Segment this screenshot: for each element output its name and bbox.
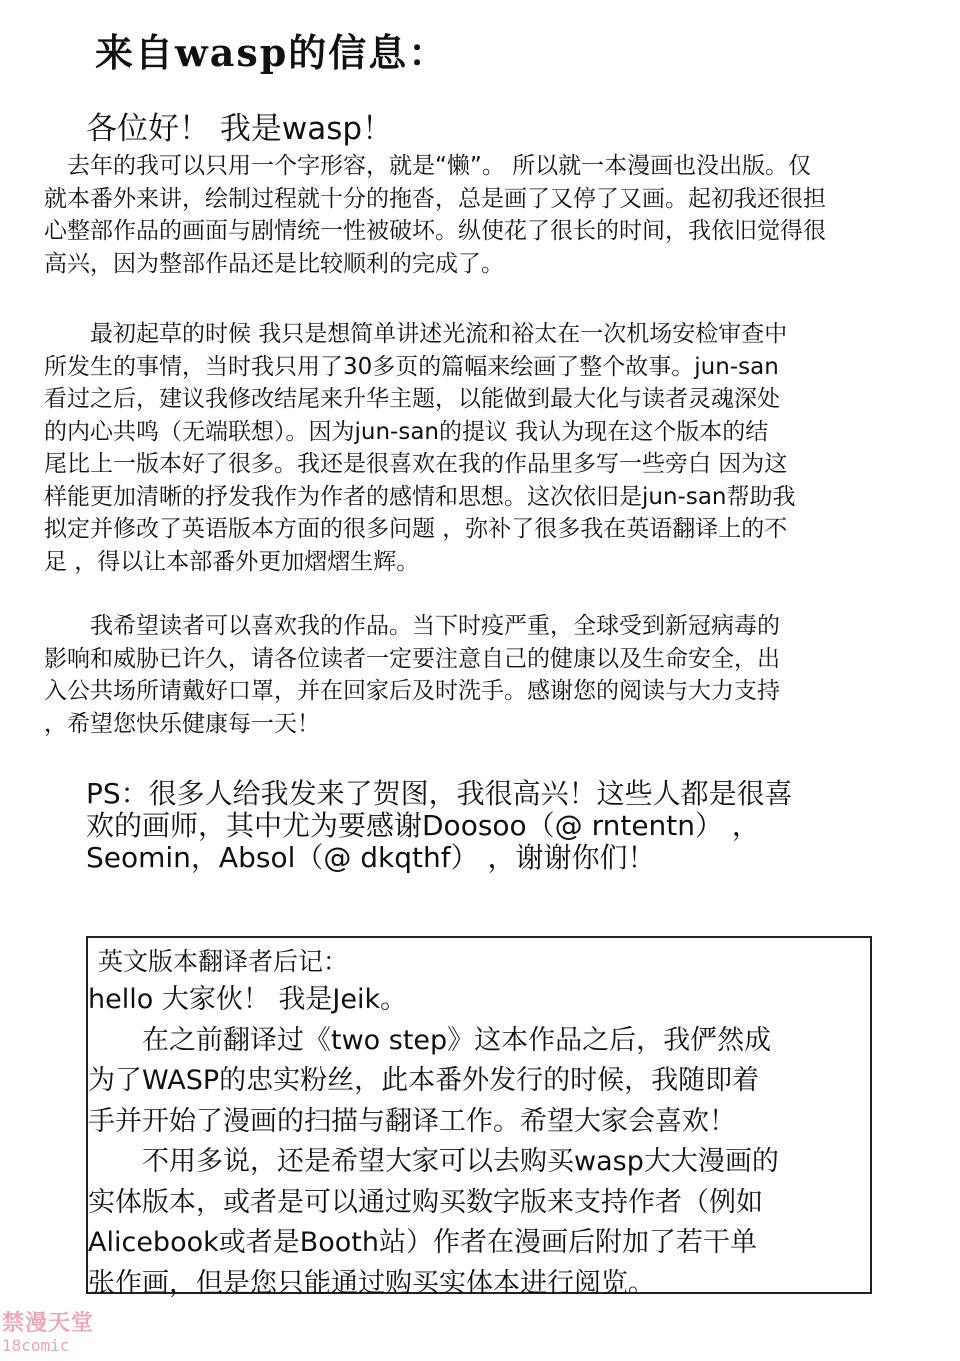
text-line: 手并开始了漫画的扫描与翻译工作。希望大家会喜欢！: [88, 1105, 736, 1137]
watermark-title: 禁漫天堂: [2, 1311, 95, 1336]
text-line: 我希望读者可以喜欢我的作品。当下时疫严重，全球受到新冠病毒的: [44, 613, 780, 639]
text-line: 实体版本，或者是可以通过购买数字版来支持作者（例如: [88, 1186, 763, 1218]
text-line: 去年的我可以只用一个字形容，就是“懒”。 所以就一本漫画也没出版。仅: [44, 153, 812, 179]
text-line: PS：很多人给我发来了贺图，我很高兴！这些人都是很喜: [86, 777, 793, 810]
text-line: 就本番外来讲，绘制过程就十分的拖沓，总是画了又停了又画。起初我还很担: [44, 185, 826, 212]
text-line: hello 大家伙！ 我是Jeik。: [88, 984, 408, 1015]
text-line: 影响和威胁已许久，请各位读者一定要注意自己的健康以及生命安全，出: [44, 645, 780, 672]
text-line: 不用多说，还是希望大家可以去购买wasp大大漫画的: [88, 1146, 779, 1177]
text-line: 在之前翻译过《two step》这本作品之后，我俨然成: [88, 1024, 772, 1056]
text-line: 尾比上一版本好了很多。我还是很喜欢在我的作品里多写一些旁白 因为这: [44, 451, 788, 477]
text-line: 所发生的事情，当时我只用了30多页的篇幅来绘画了整个故事。jun-san: [44, 353, 779, 380]
translator-note-box: [86, 936, 872, 1299]
text-line: 高兴，因为整部作品还是比较顺利的完成了。: [44, 250, 504, 277]
text-line: 看过之后，建议我修改结尾来升华主题，以能做到最大化与读者灵魂深处: [44, 386, 780, 412]
ps-note: [86, 778, 906, 874]
text-line: 心整部作品的画面与剧情统一性被破坏。纵使花了很长的时间，我依旧觉得很: [44, 218, 826, 244]
page-title: 来自wasp的信息：: [95, 30, 449, 75]
paragraph-1: [44, 150, 934, 280]
text-line: 张作画，但是您只能通过购买实体本进行阅览。: [88, 1267, 655, 1299]
text-line: 样能更加清晰的抒发我作为作者的感情和思想。这次依旧是jun-san帮助我: [44, 483, 796, 510]
text-line: 拟定并修改了英语版本方面的很多问题 ，弥补了很多我在英语翻译上的不: [44, 516, 788, 542]
paragraph-3: [44, 610, 934, 740]
text-line: 为了WASP的忠实粉丝，此本番外发行的时候，我随即着: [88, 1065, 760, 1096]
translator-note-heading: 英文版本翻译者后记：: [98, 947, 349, 976]
text-line: 足 ，得以让本部番外更加熠熠生辉。: [44, 548, 420, 575]
text-line: 的内心共鸣（无端联想）。因为jun-san的提议 我认为现在这个版本的结: [44, 418, 769, 445]
translator-note-body: [88, 980, 874, 1304]
text-line: ，希望您快乐健康每一天！: [44, 710, 320, 737]
watermark-url: 18comic: [2, 1336, 70, 1355]
text-line: Alicebook或者是Booth站）作者在漫画后附加了若干单: [88, 1227, 758, 1258]
watermark-logo: [2, 1311, 94, 1355]
text-line: 欢的画师，其中尤为要感谢Doosoo（@ rntentn） ，: [86, 809, 760, 842]
paragraph-2: [44, 318, 934, 578]
text-line: 最初起草的时候 我只是想简单讲述光流和裕太在一次机场安检审查中: [44, 321, 788, 347]
greeting: 各位好！ 我是wasp！: [86, 111, 394, 147]
text-line: Seomin，Absol（@ dkqthf） ，谢谢你们！: [86, 841, 656, 874]
text-line: 入公共场所请戴好口罩，并在回家后及时洗手。感谢您的阅读与大力支持: [44, 678, 780, 704]
